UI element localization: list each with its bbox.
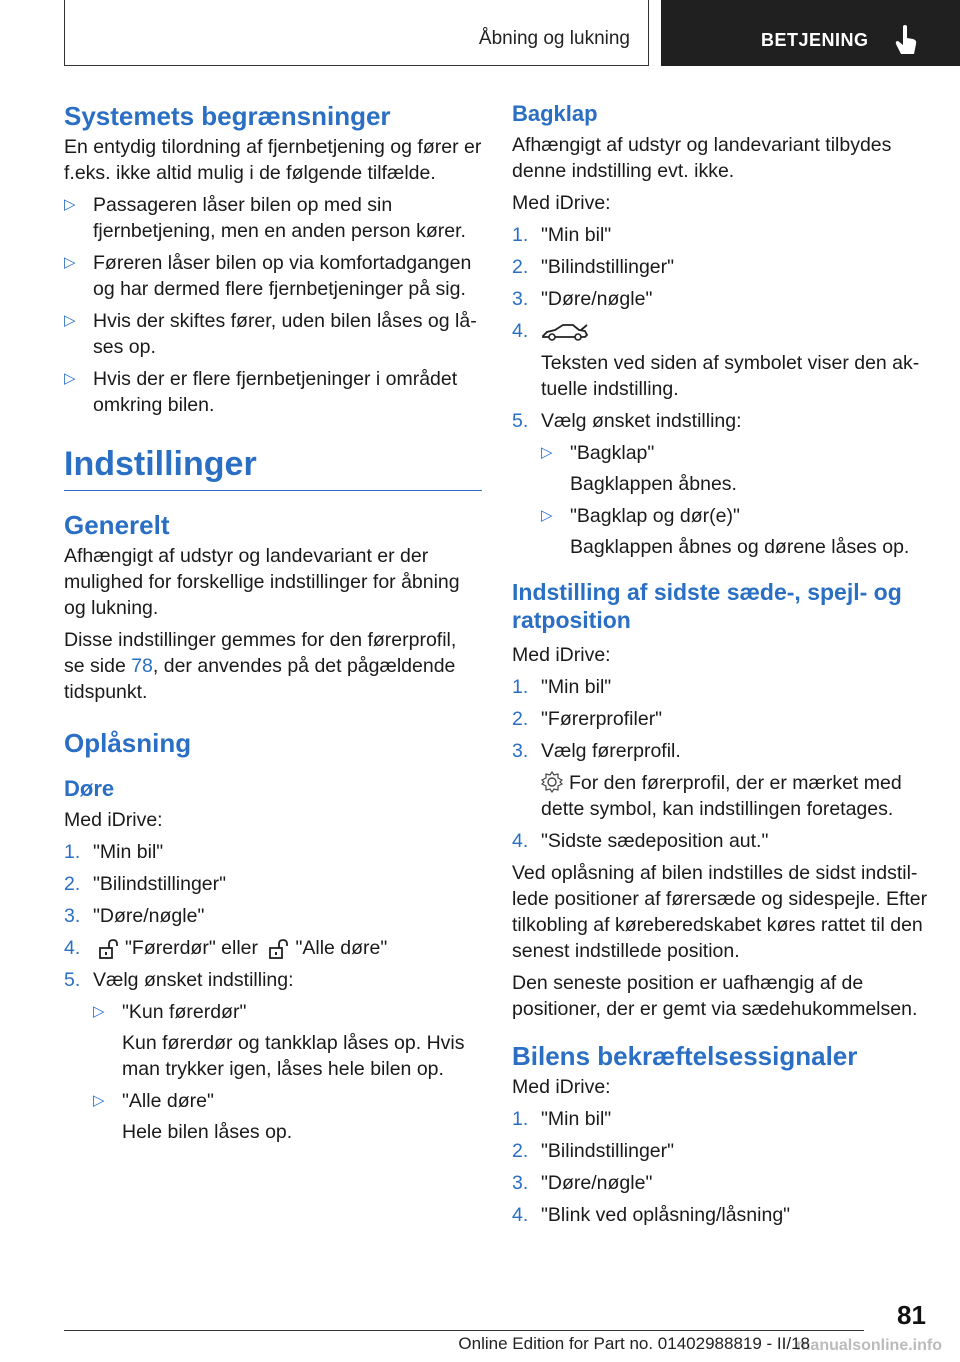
paragraph: Ved oplåsning af bilen indstilles de sidst indstillede positioner af førersæde og sidespejle. Efter tilkobling af køreberedskabet køres rattet til den senest indstillede position. xyxy=(512,862,928,962)
list-item: 2. "Bilindstillinger" xyxy=(512,1140,675,1162)
heading-saede: Indstilling af sidste sæde-, spejl- og ratposition xyxy=(512,579,902,633)
steps-list xyxy=(512,674,928,764)
bullet-triangle-icon: ▷ xyxy=(93,1003,105,1020)
paragraph: Kun førerdør og tankklap låses op. Hvis man trykker igen, låses hele bilen op. xyxy=(122,1032,465,1080)
list-item: 5. Vælg ønsket indstilling: xyxy=(64,969,294,991)
paragraph: Med iDrive: xyxy=(512,644,611,666)
list-item: 1. "Min bil" xyxy=(64,841,164,863)
section-title: Åbning og lukning xyxy=(478,28,630,49)
unlock-all-doors-icon xyxy=(267,938,291,960)
list-item: ▷ Føreren låser bilen op via komfortadgangen og har dermed flere fjernbetjeninger på sig. xyxy=(64,252,472,300)
gear-icon xyxy=(541,771,563,793)
watermark: manualsonline.info xyxy=(796,1337,942,1354)
paragraph: Bagklappen åbnes. xyxy=(570,473,737,495)
heading-generelt: Generelt xyxy=(64,510,170,540)
list-item: ▷ "Bagklap" xyxy=(541,442,655,464)
paragraph: En entydig tilordning af fjernbetjening og fører er f.eks. ikke altid mulig i de følgende tilfælde. xyxy=(64,136,482,184)
paragraph: Med iDrive: xyxy=(64,809,163,831)
list-item: 2. "Bilindstillinger" xyxy=(64,873,227,895)
car-tailgate-icon xyxy=(541,322,589,342)
bullet-triangle-icon: ▷ xyxy=(64,312,76,329)
bullet-triangle-icon: ▷ xyxy=(64,196,76,213)
list-item: 3. Vælg førerprofil. xyxy=(512,740,681,762)
list-item: 5. Vælg ønsket indstilling: xyxy=(512,410,742,432)
list-item: 1. "Min bil" xyxy=(512,676,612,698)
page-link[interactable]: 78 xyxy=(131,655,153,677)
steps-list xyxy=(64,839,482,993)
paragraph: Den seneste position er uafhængig af de positioner, der er gemt via sædehukommelsen. xyxy=(512,972,918,1020)
list-item: ▷ Passageren låser bilen op med sin fjernbetjening, men en anden person kører. xyxy=(64,194,466,242)
list-item: 1. "Min bil" xyxy=(512,224,612,246)
list-item: ▷ Hvis der skiftes fører, uden bilen låses og låses op. xyxy=(64,310,477,358)
steps-list xyxy=(512,222,928,344)
list-item: 4. xyxy=(512,318,928,344)
list-item: 3. "Døre/nøgle" xyxy=(512,288,653,310)
steps-list xyxy=(512,408,928,434)
paragraph: Hele bilen låses op. xyxy=(122,1121,293,1143)
paragraph: Bagklappen åbnes og dørene låses op. xyxy=(570,536,910,558)
list-item: 4. "Blink ved oplåsning/låsning" xyxy=(512,1204,791,1226)
page-header xyxy=(0,0,960,66)
bullet-triangle-icon: ▷ xyxy=(541,507,553,524)
footer-divider xyxy=(64,1330,864,1331)
list-item: 3. "Døre/nøgle" xyxy=(64,905,205,927)
heading-systemets: Systemets begrænsninger xyxy=(64,101,391,131)
steps-list xyxy=(512,1106,928,1228)
bullet-triangle-icon: ▷ xyxy=(93,1092,105,1109)
list-item: ▷ "Bagklap og dør(e)" xyxy=(541,505,740,527)
chapter-title: BETJENING xyxy=(761,30,869,50)
list-item: 4. "Sidste sædeposition aut." xyxy=(512,830,769,852)
unlock-driver-door-icon xyxy=(97,938,121,960)
heading-dore: Døre xyxy=(64,776,115,801)
hand-pointer-icon xyxy=(893,24,919,56)
right-column xyxy=(512,100,928,1234)
page-number: 81 xyxy=(897,1300,926,1330)
heading-indstillinger: Indstillinger xyxy=(64,444,482,491)
list-item: 2. "Førerprofiler" xyxy=(512,708,663,730)
list-item: ▷ "Kun førerdør" xyxy=(93,1001,247,1023)
paragraph: For den førerprofil, der er mærket med dette symbol, kan indstillingen foretages. xyxy=(541,772,902,820)
list-item: 2. "Bilindstillinger" xyxy=(512,256,675,278)
list-item: 4. "Førerdør" eller "Alle døre" xyxy=(64,937,388,959)
list-item: ▷ Hvis der er flere fjernbetjeninger i området omkring bilen. xyxy=(64,368,458,416)
paragraph: Afhængigt af udstyr og landevariant er der mulighed for forskellige indstillinger for åbning og lukning. xyxy=(64,545,460,619)
list-item: ▷ "Alle døre" xyxy=(93,1090,214,1112)
bullet-triangle-icon: ▷ xyxy=(64,254,76,271)
bullet-triangle-icon: ▷ xyxy=(64,370,76,387)
paragraph: Med iDrive: xyxy=(512,192,611,214)
paragraph: Med iDrive: xyxy=(512,1076,611,1098)
heading-oplasning: Oplåsning xyxy=(64,728,192,758)
paragraph: Teksten ved siden af symbolet viser den aktuelle indstilling. xyxy=(541,352,920,400)
list-item: 1. "Min bil" xyxy=(512,1108,612,1130)
bullet-triangle-icon: ▷ xyxy=(541,444,553,461)
chapter-tab xyxy=(661,0,960,66)
left-column xyxy=(64,100,482,1151)
steps-list xyxy=(512,828,928,854)
heading-signaler: Bilens bekræftelsessignaler xyxy=(512,1041,858,1071)
paragraph: Disse indstillinger gemmes for den førerprofil, se side 78, der anvendes på det pågældende tidspunkt. xyxy=(64,629,457,703)
heading-bagklap: Bagklap xyxy=(512,101,598,126)
list-item: 3. "Døre/nøgle" xyxy=(512,1172,653,1194)
edition-note: Online Edition for Part no. 01402988819 - II/18 xyxy=(458,1334,810,1353)
paragraph: Afhængigt af udstyr og landevariant tilbydes denne indstilling evt. ikke. xyxy=(512,134,892,182)
